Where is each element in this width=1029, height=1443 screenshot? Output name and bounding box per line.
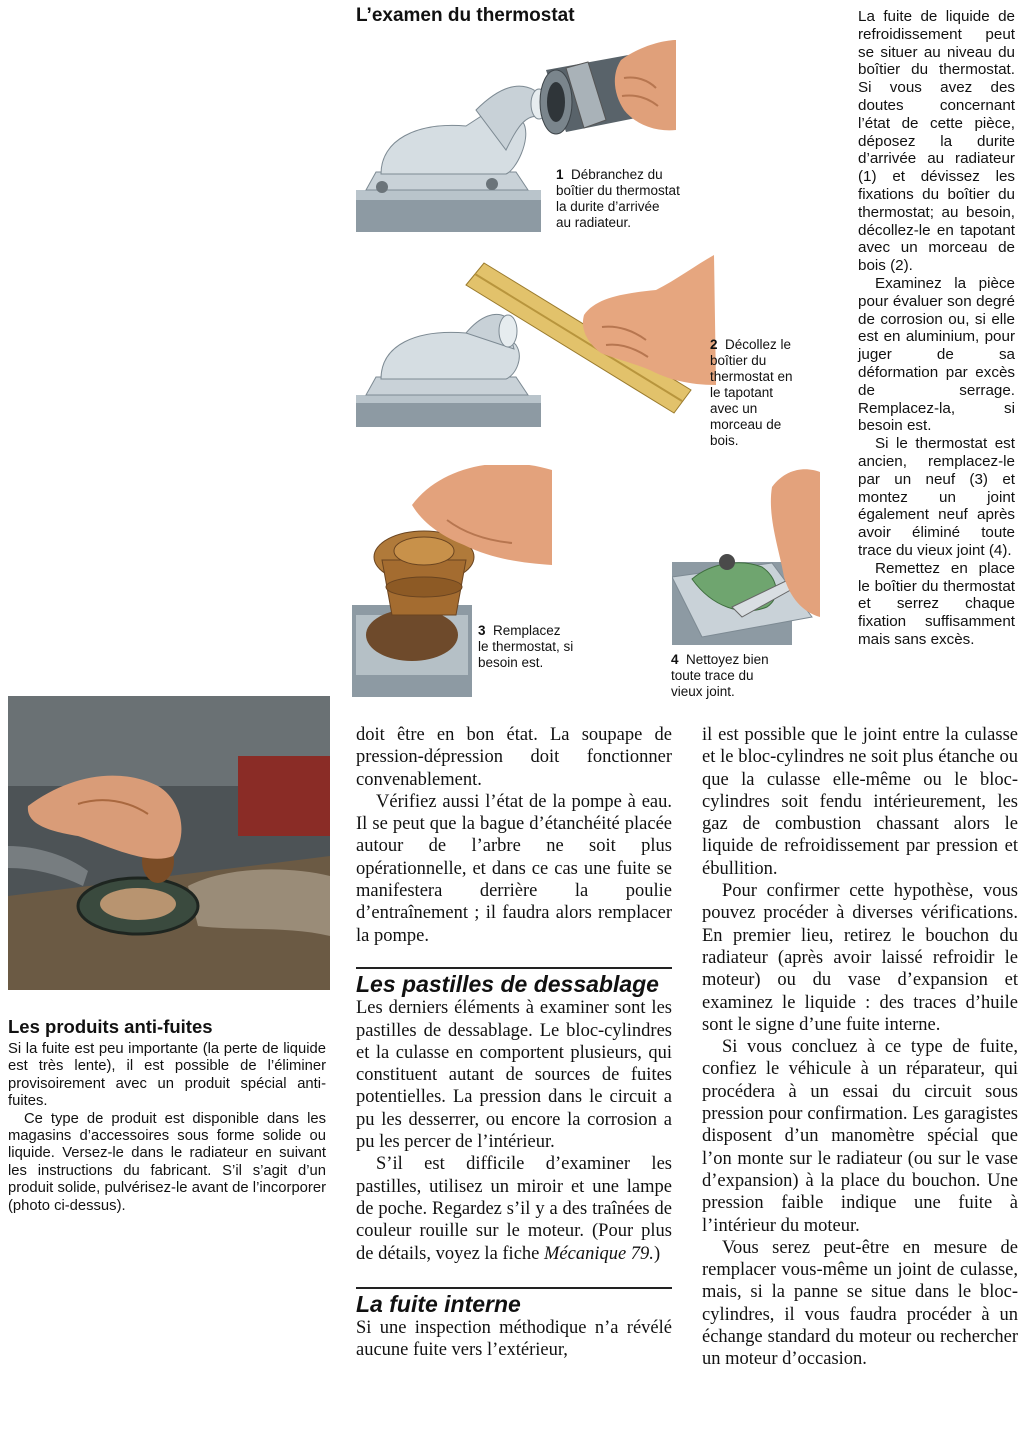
caption-number: 2 (710, 337, 718, 352)
body-text: ) (653, 1243, 661, 1264)
caption-number: 4 (671, 652, 679, 667)
sidebar-paragraph: Remettez en place le boîtier du thermostat et serrez chaque fixation suffisamment mais sans excès. (858, 559, 1015, 648)
body-paragraph: doit être en bon état. La soupape de pression-dépression doit fonctionner convenablement. (356, 725, 672, 790)
main-column-2 (702, 724, 1018, 1371)
caption-line: Remplacez (493, 623, 561, 638)
caption-line: toute trace du (671, 668, 754, 683)
body-paragraph (356, 1153, 672, 1264)
sidebar-paragraph: Examinez la pièce pour évaluer son degré de corrosion ou, si elle est en aluminium, pour juger de sa déformation par excès de serrage. Remplacez-la, si besoin est. (858, 274, 1015, 435)
caption-step-4 (671, 652, 791, 700)
thermostat-sidebar-text (858, 8, 1015, 649)
caption-line: boîtier du (710, 353, 767, 368)
caption-line: au radiateur. (556, 215, 632, 230)
antifuites-paragraph: Ce type de produit est disponible dans les magasins d’accessoires sous forme solide ou liquide. Versez-le dans le radiateur en suivant les instructions du fabricant. S’il s’agit d’un produit solide, pulvérisez-le avant de l’incorporer (photo ci-dessus). (8, 1110, 326, 1214)
sidebar-paragraph: Si le thermostat est ancien, remplacez-le par un neuf (3) et montez un joint également neuf après avoir éliminé toute trace du vieux joint (4). (858, 435, 1015, 559)
body-paragraph: il est possible que le joint entre la culasse et le bloc-cylindres ne soit plus étanche ou que la culasse elle-même ou le bloc-cylindres soit fendu intérieurement, les gaz de combustion chassant alors le liquide de refroidissement par pression et ébullition. (702, 725, 1018, 879)
body-paragraph: Si vous concluez à ce type de fuite, confiez le véhicule à un réparateur, qui procédera à un essai du circuit sous pression pour confirmation. Les garagistes disposent d’un manomètre spécial que l’on monte sur le radiateur (ou sur le vase d’expansion) à la place du bouchon. Une pression faible indique une fuite à l’intérieur du moteur. (702, 1037, 1018, 1236)
main-column-1 (356, 724, 672, 1362)
caption-step-1 (556, 167, 706, 231)
caption-line: la durite d’arrivée (556, 199, 660, 214)
caption-line: Décollez le (725, 337, 792, 352)
antifuites-paragraph: Si la fuite est peu importante (la perte de liquide est très lente), il est possible de l’éliminer provisoirement avec un produit spécial anti-fuites. (8, 1041, 326, 1110)
caption-line: morceau de (710, 417, 782, 432)
body-paragraph: Si une inspection méthodique n’a révélé aucune fuite vers l’extérieur, (356, 1318, 672, 1361)
caption-line: besoin est. (478, 655, 544, 670)
body-paragraph: Pour confirmer cette hypothèse, vous pouvez procéder à diverses vérifications. En premier lieu, retirez le bouchon du radiateur (après avoir laissé refroidir le moteur) ou du vase d’expansion et examinez le liquide : des traces d’huile sont le signe d’une fuite interne. (702, 881, 1018, 1035)
illustration-gasket-cleaning (672, 467, 820, 645)
section-heading-fuite-interne: La fuite interne (356, 1287, 672, 1317)
caption-line: bois. (710, 433, 739, 448)
caption-line: le tapotant (710, 385, 774, 400)
body-paragraph: Les derniers éléments à examiner sont les pastilles de dessablage. Le bloc-cylindres et la culasse en comportent plusieurs, qui constituent autant de sources de fuites potentielles. La pression dans le circuit a pu les desserrer, ou encore la corrosion a pu les percer de l’intérieur. (356, 998, 672, 1153)
caption-number: 3 (478, 623, 486, 638)
caption-line: avec un (710, 401, 758, 416)
section-title-thermostat: L’examen du thermostat (356, 5, 575, 26)
caption-step-2 (710, 337, 815, 449)
reference-mecanique: Mécanique 79. (544, 1243, 654, 1264)
body-text: S’il est difficile d’examiner les pastilles, utilisez un miroir et une lampe de poche. Regardez s’il y a des traînées de couleur rouille sur le moteur. (Pour plus de détails, voyez la fiche (356, 1154, 672, 1264)
caption-line: le thermostat, si (478, 639, 574, 654)
caption-number: 1 (556, 167, 564, 182)
antifuites-text (8, 1041, 326, 1215)
section-heading-pastilles: Les pastilles de dessablage (356, 967, 672, 997)
caption-line: boîtier du thermostat (556, 183, 680, 198)
caption-line: vieux joint. (671, 684, 735, 699)
caption-step-3 (478, 623, 588, 671)
caption-line: thermostat en (710, 369, 793, 384)
caption-line: Débranchez du (571, 167, 663, 182)
body-paragraph: Vous serez peut-être en mesure de remplacer vous-même un joint de culasse, mais, si la panne se situe dans le bloc-cylindres, il vous faudra procéder à un échange standard du moteur ou rechercher un moteur d’occasion. (702, 1237, 1018, 1370)
sidebar-paragraph: La fuite de liquide de refroidissement peut se situer au niveau du boîtier du thermostat. Si vous avez des doutes concernant l’état de cette pièce, déposez la durite d’arrivée au radiateur (1) et dévissez les fixations du boîtier du thermostat; au besoin, décollez-le en tapotant avec un morceau de bois (2). (858, 8, 1015, 275)
body-paragraph: Vérifiez aussi l’état de la pompe à eau. Il se peut que la bague d’étanchéité placée autour de l’arbre ne soit plus opérationnelle, et dans ce cas une fuite se manifestera derrière la poulie d’entraînement ; il faudra alors remplacer la pompe. (356, 791, 672, 946)
caption-line: Nettoyez bien (686, 652, 769, 667)
illustration-tapping-with-wood (356, 245, 716, 430)
section-title-antifuites: Les produits anti-fuites (8, 1016, 213, 1037)
photo-antileak-product (8, 696, 330, 990)
